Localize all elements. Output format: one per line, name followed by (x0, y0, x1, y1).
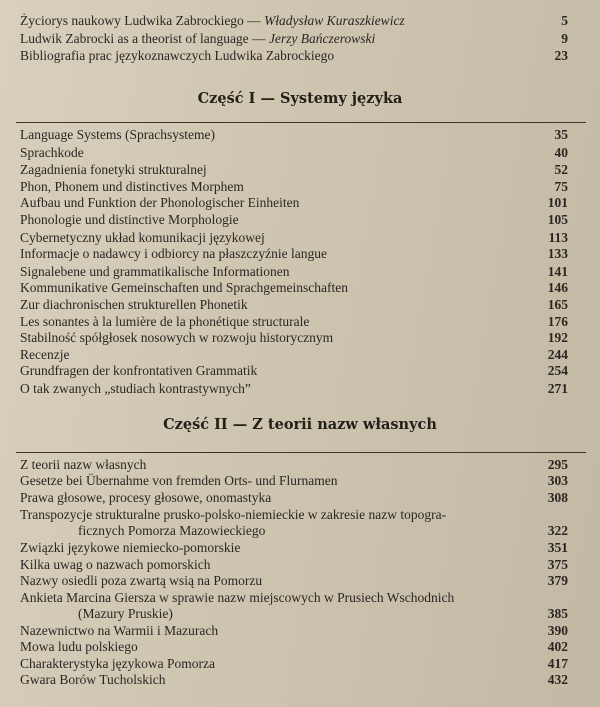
entry-title: Phon, Phonem und distinctives Morphem (20, 179, 244, 194)
entry-title: Z teorii nazw własnych (20, 457, 147, 472)
toc-entry (20, 296, 580, 314)
entry-title: Sprachkode (20, 145, 84, 160)
entry-page: 385 (547, 606, 568, 621)
entry-title: Charakterystyka językowa Pomorza (20, 656, 215, 671)
toc-entry (20, 572, 580, 590)
toc-entry (20, 329, 580, 347)
toc-entry (20, 245, 580, 263)
entry-page: 379 (547, 573, 568, 588)
entry-page: 105 (547, 212, 568, 227)
entry-page: 23 (554, 48, 568, 63)
toc-entry (20, 144, 580, 162)
toc-entry (20, 211, 580, 229)
entry-page: 141 (547, 264, 568, 279)
entry-page: 146 (547, 280, 568, 295)
entry-page: 271 (547, 381, 568, 396)
toc-entry (20, 126, 580, 144)
toc-entry (20, 30, 580, 48)
entry-title: Prawa głosowe, procesy głosowe, onomastyka (20, 490, 272, 505)
entry-page: 308 (547, 490, 568, 505)
entry-page: 5 (561, 13, 568, 28)
toc-entry (20, 194, 580, 212)
entry-title: ficznych Pomorza Mazowieckiego (78, 523, 266, 538)
entry-page: 295 (547, 457, 568, 472)
entry-page: 35 (554, 127, 568, 142)
entry-title: Kilka uwag o nazwach pomorskich (20, 557, 211, 572)
entry-title: Zur diachronischen strukturellen Phonetik (20, 297, 248, 312)
entry-title: O tak zwanych „studiach kontrastywnych” (20, 381, 251, 396)
section-heading-part-1: Część I — Systemy języka (197, 90, 403, 107)
entry-title: Recenzje (20, 347, 70, 362)
entry-page: 417 (547, 656, 568, 671)
toc-entry (20, 638, 580, 656)
entry-title: Życiorys naukowy Ludwika Zabrockiego — Władysław Kuraszkiewicz (20, 13, 405, 28)
entry-title: Kommunikative Gemeinschaften und Sprachgemeinschaften (20, 280, 349, 295)
toc-entry (20, 47, 580, 65)
entry-page: 322 (547, 523, 568, 538)
entry-title: Związki językowe niemiecko-pomorskie (20, 540, 241, 555)
divider (16, 452, 586, 453)
entry-page: 133 (547, 246, 568, 261)
toc-entry (20, 12, 580, 30)
toc-entry (20, 380, 580, 398)
entry-page: 9 (561, 31, 568, 46)
toc-entry (20, 279, 580, 297)
toc-entry (20, 489, 580, 507)
entry-page: 176 (547, 314, 568, 329)
toc-entry-continued (20, 605, 580, 623)
entry-title: Cybernetyczny układ komunikacji językowej (20, 230, 265, 245)
entry-title: Ludwik Zabrocki as a theorist of language — Jerzy Bańczerowski (20, 31, 376, 46)
entry-page: 165 (547, 297, 568, 312)
entry-page: 113 (548, 230, 568, 245)
entry-page: 254 (547, 363, 568, 378)
entry-page: 101 (547, 195, 568, 210)
toc-entry (20, 472, 580, 490)
toc-entry (20, 161, 580, 179)
entry-title: Ankieta Marcina Giersza w sprawie nazw miejscowych w Prusiech Wschodnich (20, 590, 455, 605)
entry-title: (Mazury Pruskie) (78, 606, 173, 621)
entry-title: Nazwy osiedli poza zwartą wsią na Pomorzu (20, 573, 263, 588)
entry-page: 75 (554, 179, 568, 194)
entry-page: 303 (547, 473, 568, 488)
toc-entry-continued (20, 522, 580, 540)
entry-title: Language Systems (Sprachsysteme) (20, 127, 215, 142)
entry-title: Bibliografia prac językoznawczych Ludwika Zabrockiego (20, 48, 335, 63)
entry-page: 40 (554, 145, 568, 160)
entry-page: 375 (547, 557, 568, 572)
entry-title: Aufbau und Funktion der Phonologischer Einheiten (20, 195, 300, 210)
entry-title: Nazewnictwo na Warmii i Mazurach (20, 623, 219, 638)
entry-title: Mowa ludu polskiego (20, 639, 138, 654)
entry-title: Les sonantes à la lumière de la phonétique structurale (20, 314, 310, 329)
entry-title: Informacje o nadawcy i odbiorcy na płaszczyźnie langue (20, 246, 327, 261)
entry-title: Phonologie und distinctive Morphologie (20, 212, 239, 227)
entry-title: Grundfragen der konfrontativen Grammatik (20, 363, 258, 378)
entry-page: 390 (547, 623, 568, 638)
section-heading-part-2: Część II — Z teorii nazw własnych (163, 416, 437, 433)
divider (16, 122, 586, 123)
entry-title: Gesetze bei Übernahme von fremden Orts- und Flurnamen (20, 473, 338, 488)
entry-title: Gwara Borów Tucholskich (20, 672, 166, 687)
entry-title: Transpozycje strukturalne prusko-polsko-niemieckie w zakresie nazw topogra- (20, 507, 447, 522)
entry-title: Stabilność spółgłosek nosowych w rozwoju historycznym (20, 330, 334, 345)
entry-title: Signalebene und grammatikalische Informationen (20, 264, 290, 279)
entry-page: 351 (547, 540, 568, 555)
entry-page: 52 (554, 162, 568, 177)
toc-entry (20, 671, 580, 689)
toc-entry (20, 362, 580, 380)
entry-title: Zagadnienia fonetyki strukturalnej (20, 162, 207, 177)
entry-page: 432 (547, 672, 568, 687)
entry-page: 402 (547, 639, 568, 654)
toc-entry (20, 539, 580, 557)
entry-page: 192 (547, 330, 568, 345)
entry-page: 244 (547, 347, 568, 362)
